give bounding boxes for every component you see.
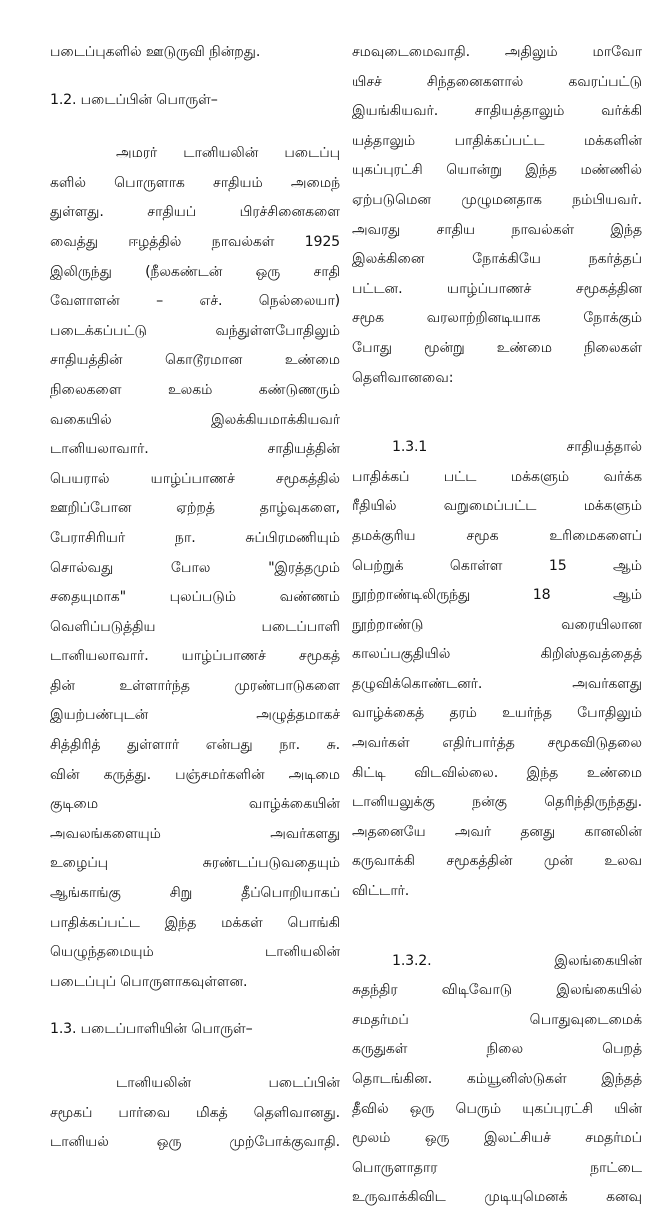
paragraph-line: யத்தாலும் பாதிக்கப்பட்ட மக்களின்: [352, 132, 642, 149]
section-subheading: 1.3.1 சாதியத்தால்: [392, 439, 642, 456]
paragraph-line: டானியலின் படைப்பின்: [116, 1075, 340, 1091]
paragraph-line: கிட்டி விடவில்லை. இந்த உண்மை: [352, 764, 642, 781]
section-heading: 1.2. படைப்பின் பொருள்–: [50, 91, 218, 108]
paragraph-spacer: [352, 907, 642, 947]
paragraph-line: குடிமை வாழ்க்கையின்: [50, 796, 340, 813]
paragraph-line: இலக்கினை நோக்கியே நகர்த்தப்: [352, 251, 642, 268]
paragraph-line: போது மூன்று உண்மை நிலைகள்: [352, 339, 642, 356]
paragraph-line: மூலம் ஒரு இலட்சியச் சமதர்மப்: [352, 1130, 642, 1147]
paragraph-line: டானியலுக்கு நன்கு தெரிந்திருந்தது.: [352, 794, 642, 811]
paragraph-line: யெழுந்தமையும் டானியலின்: [50, 944, 340, 961]
left-column: [50, 38, 340, 1158]
paragraph-line: அமரர் டானியலின் படைப்பு: [116, 145, 340, 162]
paragraph: [352, 433, 642, 907]
paragraph-line: பொருளாதார நாட்டை: [352, 1159, 642, 1176]
paragraph-line: சொல்வது போல "இரத்தமும்: [50, 559, 340, 576]
paragraph-line: டானியலாவார். சாதியத்தின்: [50, 441, 340, 458]
paragraph-line: வைத்து ஈழத்தில் நாவல்கள் 1925: [50, 233, 340, 250]
paragraph-line: தமக்குரிய சமூக உரிமைகளைப்: [352, 527, 642, 544]
paragraph-line: தொடங்கின. கம்யூனிஸ்டுகள் இந்தத்: [352, 1071, 642, 1087]
paragraph-line: வின் கருத்து. பஞ்சமர்களின் அடிமை: [50, 766, 340, 783]
paragraph-line: வகையில் இலக்கியமாக்கியவர்: [50, 411, 340, 428]
paragraph-line: விட்டார்.: [352, 883, 410, 900]
paragraph-line: நிலைகளை உலகம் கண்டுணரும்: [50, 381, 340, 398]
paragraph-line: சதையுமாக" புலப்படும் வண்ணம்: [50, 589, 340, 606]
paragraph-line: சித்திரித் துள்ளார் என்பது நா. சு.: [50, 737, 340, 754]
paragraph-line: கருவாக்கி சமூகத்தின் முன் உலவ: [352, 853, 642, 870]
paragraph-line: படைக்கப்பட்டு வந்துள்ளபோதிலும்: [50, 322, 340, 339]
paragraph-line: துள்ளது. சாதியப் பிரச்சினைகளை: [50, 204, 340, 221]
paragraph-line: டானியல் ஒரு முற்போக்குவாதி.: [50, 1134, 340, 1151]
paragraph-line: உழைப்பு சுரண்டப்படுவதையும்: [50, 855, 340, 872]
paragraph-line: ரீதியில் வறுமைப்பட்ட மக்களும்: [352, 498, 642, 515]
paragraph-line: ஊறிப்போன ஏற்றத் தாழ்வுகளை,: [50, 500, 340, 517]
paragraph-line: படைப்புகளில் ஊடுருவி நின்றது.: [50, 44, 261, 60]
paragraph-line: சமூகப் பார்வை மிகத் தெளிவானது.: [50, 1104, 340, 1121]
paragraph-line: சமவுடைமைவாதி. அதிலும் மாவோ: [352, 44, 642, 60]
paragraph-line: அவர்கள் எதிர்பார்த்த சமூகவிடுதலை: [352, 735, 642, 752]
paragraph-spacer: [352, 393, 642, 433]
paragraph-line: காலப்பகுதியில் கிறிஸ்தவத்தைத்: [352, 646, 642, 663]
paragraph-line: பட்டன. யாழ்ப்பாணச் சமூகத்தின: [352, 280, 642, 297]
paragraph-line: பேராசிரியர் நா. சுப்பிரமணியும்: [50, 529, 340, 546]
paragraph: [352, 947, 642, 1213]
section-subheading: 1.3.2. இலங்கையின்: [392, 952, 642, 969]
paragraph: [352, 38, 642, 393]
paragraph-line: வெளிப்படுத்திய படைப்பாளி: [50, 618, 340, 635]
paragraph-line: ஆங்காங்கு சிறு தீப்பொறியாகப்: [50, 885, 340, 902]
paragraph: [50, 1069, 340, 1158]
paragraph-line: களில் பொருளாக சாதியம் அமைந்: [50, 174, 340, 191]
paragraph-line: பாதிக்கப் பட்ட மக்களும் வர்க்க: [352, 468, 642, 485]
paragraph-line: பெயரால் யாழ்ப்பாணச் சமூகத்தில்: [50, 470, 340, 487]
paragraph-line: சமூக வரலாற்றினடியாக நோக்கும்: [352, 310, 642, 327]
paragraph-line: கருதுகள் நிலை பெறத்: [352, 1041, 642, 1058]
paragraph-line: பாதிக்கப்பட்ட இந்த மக்கள் பொங்கி: [50, 914, 340, 931]
paragraph-line: இயற்பண்புடன் அழுத்தமாகச்: [50, 707, 340, 724]
right-column: [352, 38, 642, 1213]
paragraph-line: சமதர்மப் பொதுவுடைமைக்: [352, 1011, 642, 1028]
paragraph-line: வாழ்க்கைத் தரம் உயர்ந்த போதிலும்: [352, 705, 642, 722]
paragraph-line: வேளாளன் – எச். நெல்லையா): [50, 293, 340, 310]
paragraph-line: உருவாக்கிவிட முடியுமெனக் கனவு: [352, 1189, 642, 1206]
paragraph-line: அவலங்களையும் அவர்களது: [50, 825, 340, 842]
paragraph-line: நூற்றாண்டு வரையிலான: [352, 616, 642, 633]
paragraph-line: தின் உள்ளார்ந்த முரண்பாடுகளை: [50, 677, 340, 694]
paragraph-line: தெளிவானவை:: [352, 369, 454, 386]
paragraph-line: சுதந்திர விடிவோடு இலங்கையில்: [352, 982, 642, 999]
paragraph-line: யுகப்புரட்சி யொன்று இந்த மண்ணில்: [352, 162, 642, 179]
paragraph-line: இயங்கியவர். சாதியத்தாலும் வர்க்கி: [352, 103, 642, 120]
paragraph-line: நூற்றாண்டிலிருந்து 18 ஆம்: [352, 587, 642, 604]
paragraph-line: பெற்றுக் கொள்ள 15 ஆம்: [352, 557, 642, 574]
paragraph-line: அதனையே அவர் தனது கானலின்: [352, 823, 642, 840]
paragraph-line: தழுவிக்கொண்டனர். அவர்களது: [352, 675, 642, 692]
paragraph-line: சாதியத்தின் கொடூரமான உண்மை: [50, 352, 340, 369]
paragraph-line: யிசச் சிந்தனைகளால் கவரப்பட்டு: [352, 73, 642, 90]
paragraph: [50, 139, 340, 997]
paragraph-line: தீவில் ஒரு பெரும் யுகப்புரட்சி யின்: [352, 1100, 642, 1117]
section-heading: 1.3. படைப்பாளியின் பொருள்–: [50, 1021, 253, 1038]
paragraph-line: டானியலாவார். யாழ்ப்பாணச் சமூகத்: [50, 648, 340, 665]
paragraph-line: ஏற்படுமென முழுமனதாக நம்பியவர்.: [352, 191, 642, 208]
paragraph-line: அவரது சாதிய நாவல்கள் இந்த: [352, 221, 642, 238]
paragraph-line: படைப்புப் பொருளாகவுள்ளன.: [50, 973, 248, 990]
paragraph-line: இலிருந்து (நீலகண்டன் ஒரு சாதி: [50, 263, 340, 280]
